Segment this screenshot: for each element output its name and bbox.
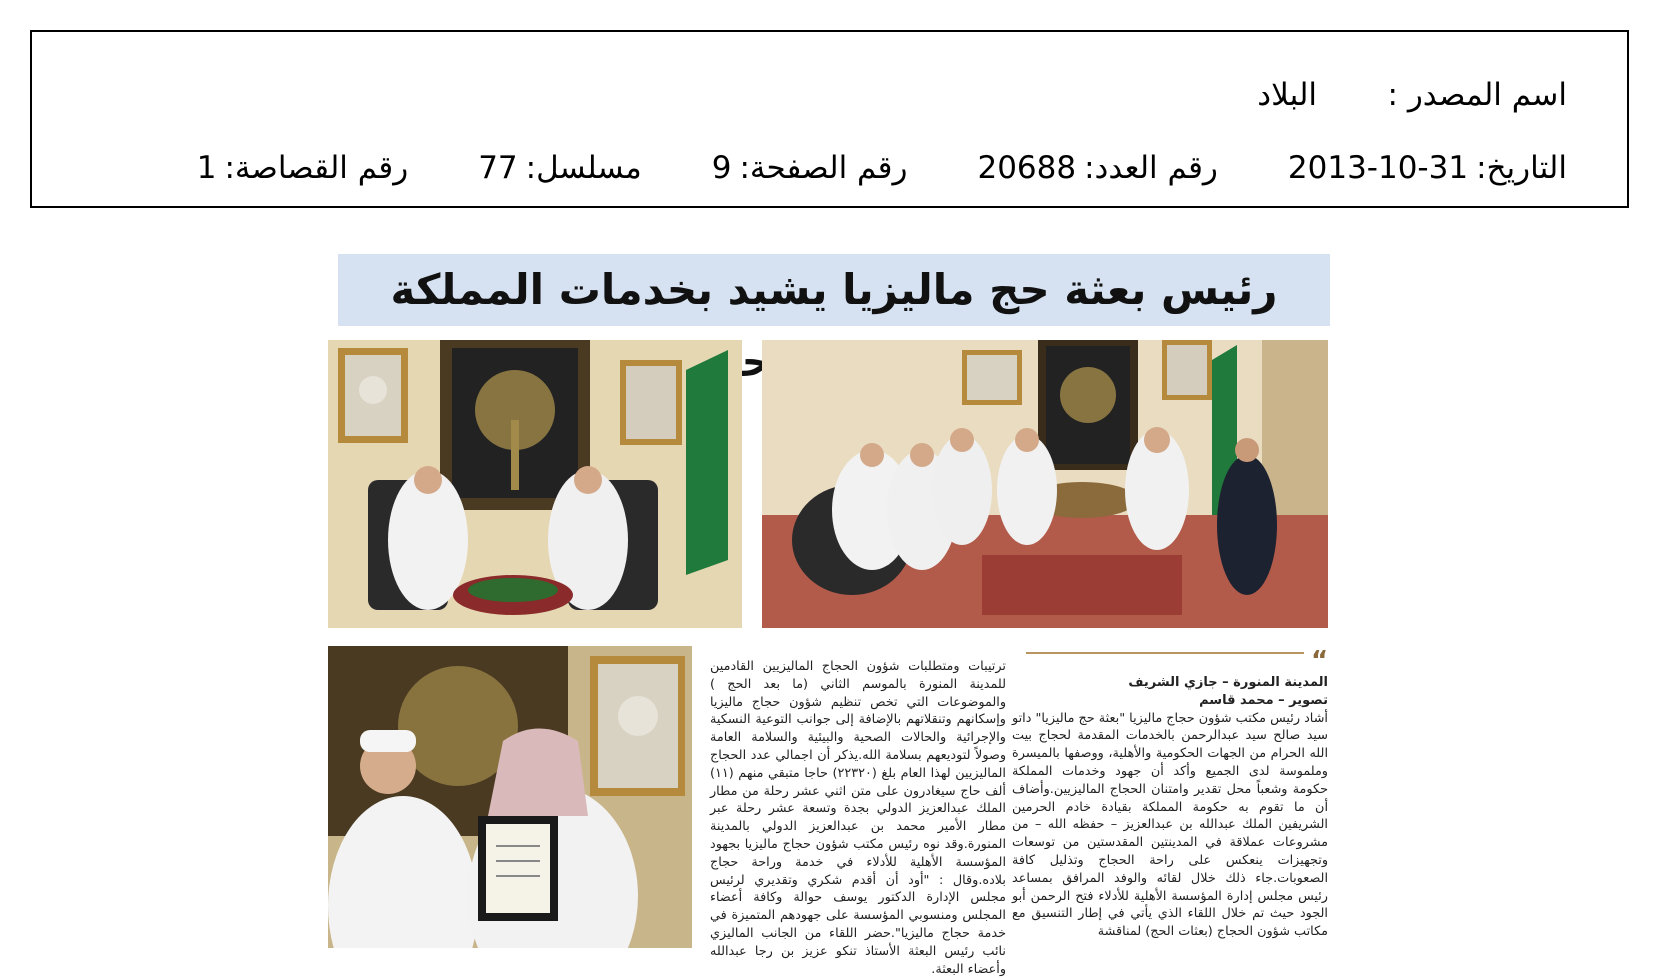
photo-certificate-presentation <box>328 646 692 948</box>
issue-field <box>977 145 1217 191</box>
date-value: 2013-10-31 <box>1287 150 1469 186</box>
serial-value: 77 <box>478 150 518 186</box>
clip-value: 1 <box>196 150 217 186</box>
byline-reporter: المدينة المنورة – جازي الشريف <box>1128 675 1328 690</box>
date-label: التاريخ: <box>1476 150 1567 186</box>
column-rule <box>1026 652 1304 654</box>
page-value: 9 <box>711 150 732 186</box>
clip-label: رقم القصاصة: <box>224 150 409 186</box>
newspaper-clipping <box>306 248 1329 977</box>
source-value: البلاد <box>1257 77 1317 113</box>
source-label: اسم المصدر : <box>1387 77 1567 113</box>
article-headline: رئيس بعثة حج ماليزيا يشيد بخدمات المملكة الرحمن <box>338 254 1330 326</box>
article-column-left <box>710 658 1006 978</box>
photo-meeting-two-men <box>328 340 742 628</box>
details-row <box>92 145 1567 191</box>
photo-group-meeting <box>762 340 1328 628</box>
issue-label: رقم العدد: <box>1084 150 1218 186</box>
metadata-box <box>30 30 1629 208</box>
page-field <box>712 145 908 191</box>
article-body-right: أشاد رئيس مكتب شؤون حجاج ماليزيا "بعثة حج ماليزيا" داتو سيد صالح سيد عبدالرحمن بالخدمات المقدمة لحجاج بيت الله الحرام من الجهات الحكومية والأهلية، ووصفها بالميسرة وملموسة لدى الجميع وأكد أن جهود وخدمات المملكة حكومة وشعباً محل تقدير وامتنان الحجاج الماليزيين.وأضاف أن ما تقوم به حكومة المملكة بقيادة خادم الحرمين الشريفين الملك عبدالله بن عبدالعزيز – حفظه الله – من مشروعات عملاقة في المدينتين المقدستين من توسعات وتجهيزات ينعكس على راحة الحجاج وتذليل كافة الصعوبات.جاء ذلك خلال لقائه والوفد المرافق بمساعد رئيس مجلس إدارة المؤسسة الأهلية للأدلاء فتح الرحمن أبو الجود حيث تم خلال اللقاء الذي يأتي في إطار التنسيق مع مكاتب شؤون الحجاج (بعثات الحج) لمناقشة <box>1012 710 1328 940</box>
source-row <box>92 72 1567 118</box>
serial-label: مسلسل: <box>525 150 642 186</box>
article-body-left: ترتيبات ومتطلبات شؤون الحجاج الماليزيين القادمين للمدينة المنورة بالموسم الثاني (ما بعد الحج ) والموضوعات التي تخص تنظيم شؤون حجاج ماليزيا وإسكانهم وتنقلاتهم بالإضافة إلى جوانب التوعية النسكية والإجرائية والحالات الصحية والبيئية والسلامة العامة وصولاً لتوديعهم بسلامة الله.يذكر أن اجمالي عدد الحجاج الماليزيين لهذا العام بلغ (٢٢٣٢٠) حاجا متبقي منهم (١١) ألف حاج سيغادرون على متن اثني عشر رحلة من مطار الملك عبدالعزيز الدولي بجدة وتسعة عشر رحلة عبر مطار الأمير محمد بن عبدالعزيز الدولي بالمدينة المنورة.وقد نوه رئيس مكتب شؤون حجاج ماليزيا بجهود المؤسسة الأهلية للأدلاء في خدمة وراحة حجاج بلاده.وقال : "أود أن أقدم شكري وتقديري لرئيس مجلس الإدارة الدكتور يوسف حوالة وكافة أعضاء المجلس ومنسوبي المؤسسة على جهودهم المتميزة في خدمة حجاج ماليزيا".حضر اللقاء من الجانب الماليزي نائب رئيس البعثة الأستاذ تنكو عزيز بن رجا عبدالله وأعضاء البعثة. <box>710 659 1006 977</box>
issue-value: 20688 <box>977 150 1077 186</box>
page-label: رقم الصفحة: <box>739 150 908 186</box>
article-column-right <box>1012 674 1328 941</box>
clip-field <box>197 145 408 191</box>
quote-mark: “ <box>1311 646 1329 676</box>
serial-field <box>478 145 642 191</box>
date-field <box>1288 145 1567 191</box>
byline-photographer: تصوير – محمد قاسم <box>1199 692 1328 708</box>
